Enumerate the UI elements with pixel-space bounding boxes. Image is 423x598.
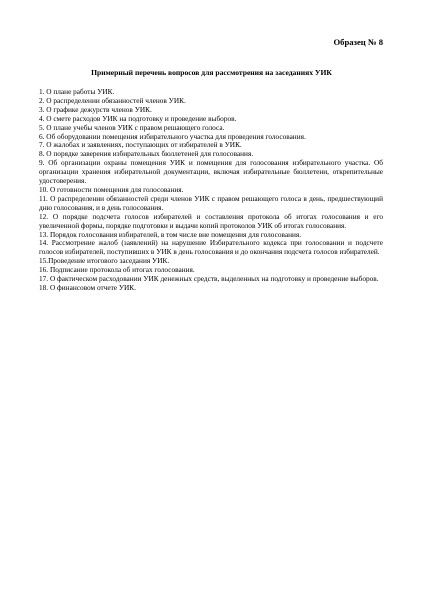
list-item: 12. О порядке подсчета голосов избирателей и составления протокола об итогах голосования и его увеличенной формы, порядке подготовки и выдачи копий протоколов УИК об итогах голосования. <box>39 211 383 230</box>
list-item: 2. О распределении обязанностей членов УИК. <box>39 95 186 105</box>
list-item: 18. О финансовом отчете УИК. <box>39 282 136 292</box>
list-item: 3. О графике дежурств членов УИК. <box>39 104 152 114</box>
list-item: 16. Подписание протокола об итогах голосования. <box>39 265 195 275</box>
sample-number-label: Образец № 8 <box>333 37 383 47</box>
list-item: 7. О жалобах и заявлениях, поступающих от избирателей в УИК. <box>39 140 242 150</box>
list-item: 10. О готовности помещения для голосования. <box>39 184 184 194</box>
list-item: 11. О распределении обязанностей среди членов УИК с правом решающего голоса в день, предшествующий дню голосования, и в день голосования. <box>39 193 383 212</box>
list-item: 8. О порядке заверения избирательных бюллетеней для голосования. <box>39 149 254 159</box>
list-item: 14. Рассмотрение жалоб (заявлений) на нарушение Избирательного кодекса при голосовании и подсчете голосов избирателей, поступивших в УИК в день голосования и до окончания подсчета голосов избирателей. <box>39 238 383 257</box>
list-item: 5. О плане учебы членов УИК с правом решающего голоса. <box>39 122 225 132</box>
list-item: 15.Проведение итогового заседания УИК. <box>39 256 170 266</box>
list-item: 9. Об организации охраны помещения УИК и помещения для голосования избирательного участка. Об организации хранения избирательной документации, включая избирательные бюллетени, открепительные удостоверения. <box>39 158 383 186</box>
list-item: 6. Об оборудовании помещения избирательного участка для проведения голосования. <box>39 131 306 141</box>
list-item: 13. Порядок голосования избирателей, в том числе вне помещения для голосования. <box>39 229 302 239</box>
list-item: 4. О смете расходов УИК на подготовку и проведение выборов. <box>39 113 237 123</box>
list-item: 1. О плане работы УИК. <box>39 87 115 96</box>
question-list <box>39 88 383 293</box>
document-title: Примерный перечень вопросов для рассмотрения на заседаниях УИК <box>91 68 332 77</box>
list-item: 17. О фактическом расходовании УИК денежных средств, выделенных на подготовку и проведение выборов. <box>39 274 379 284</box>
